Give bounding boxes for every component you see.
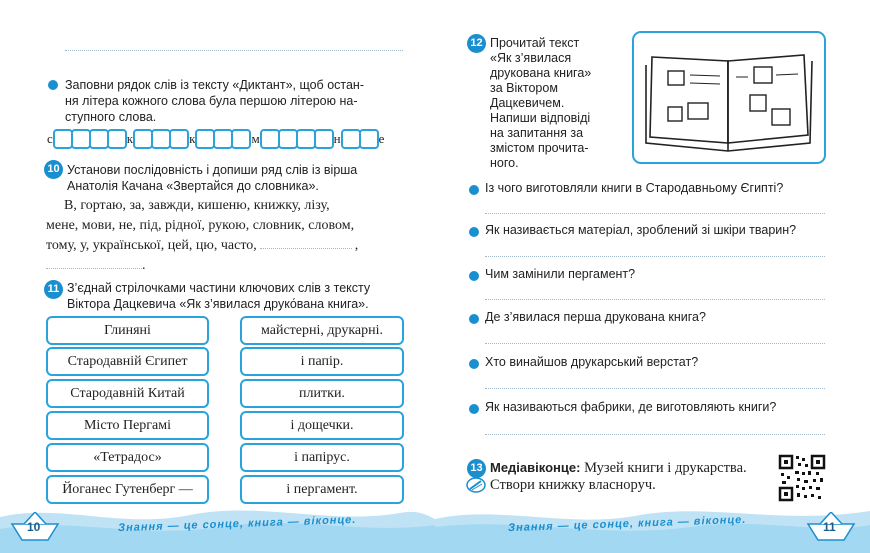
match-right-item[interactable]: і пергамент. <box>240 475 404 504</box>
chain-letter: е <box>378 131 385 146</box>
question-bullet <box>469 185 479 195</box>
task-number: 11 <box>44 280 63 299</box>
letter-box[interactable] <box>89 129 109 149</box>
question-bullet <box>469 314 479 324</box>
chain-letter: н <box>333 131 341 146</box>
question-bullet <box>469 359 479 369</box>
task11-text: З’єднай стрілочками частини ключових слів з тексту Віктора Дацкевича «Як з’явилася друко́вана книга». <box>67 281 371 311</box>
answer-line[interactable] <box>260 236 352 249</box>
chain-letter: с <box>47 131 53 146</box>
match-left-item[interactable]: Місто Пергамі <box>46 411 209 440</box>
answer-line[interactable] <box>485 256 825 257</box>
open-book-illustration <box>632 31 826 164</box>
answer-line[interactable] <box>485 343 825 344</box>
task-a-text: Заповни рядок слів із тексту «Диктант», щоб остан- ня літера кожного слова була першою літерою на- ступного слова. <box>65 78 364 124</box>
question-text: Де з’явилася перша друкована книга? <box>485 310 706 324</box>
match-right-item[interactable]: і папірус. <box>240 443 404 472</box>
answer-line[interactable] <box>46 256 142 269</box>
question-bullet <box>469 271 479 281</box>
match-right-item[interactable]: і папір. <box>240 347 404 376</box>
match-left-item[interactable]: Глиняні <box>46 316 209 345</box>
chain-letter: к <box>189 131 196 146</box>
match-left-item[interactable]: Йоганес Гутенберг — <box>46 475 209 504</box>
word-chain <box>46 129 385 149</box>
task-number: 12 <box>467 34 486 53</box>
task-number: 10 <box>44 160 63 179</box>
question-text: Із чого виготовляли книги в Стародавньому Єгипті? <box>485 181 784 195</box>
letter-box[interactable] <box>213 129 233 149</box>
match-right-item[interactable]: плитки. <box>240 379 404 408</box>
chain-letter: к <box>126 131 134 146</box>
letter-box[interactable] <box>341 129 361 149</box>
task-number: 13 <box>467 459 486 478</box>
task13-subtext: Створи книжку власноруч. <box>490 477 656 493</box>
task10-words: В, гортаю, за, завжди, кишеню, книжку, лізу, мене, мови, не, під, рідної, рукою, словник, словом, тому, у, української, цей, цю, часто, , . <box>46 198 359 273</box>
letter-box[interactable] <box>314 129 334 149</box>
page-number-right: 11 <box>823 520 836 534</box>
letter-box[interactable] <box>231 129 251 149</box>
question-bullet <box>469 404 479 414</box>
pencil-icon <box>466 477 486 493</box>
answer-line[interactable] <box>65 50 403 51</box>
task13-text: Медіавіконце: Музей книги і друкарства. <box>490 460 747 476</box>
answer-line[interactable] <box>485 213 825 214</box>
letter-box[interactable] <box>71 129 91 149</box>
letter-box[interactable] <box>133 129 153 149</box>
match-right-item[interactable]: і дощечки. <box>240 411 404 440</box>
answer-line[interactable] <box>485 388 825 389</box>
answer-line[interactable] <box>485 434 825 435</box>
letter-box[interactable] <box>260 129 280 149</box>
footer-motto-left: Знання — це сонце, книга — віконце. <box>117 513 357 535</box>
question-text: Хто винайшов друкарський верстат? <box>485 355 699 369</box>
chain-letter: м <box>251 131 260 146</box>
letter-box[interactable] <box>278 129 298 149</box>
task12-text: Прочитай текст «Як з’явилася друкована книга» за Віктором Дацкевичем. Напиши відповіді на запитання за змістом прочита- ного. <box>490 36 592 170</box>
question-text: Як називаються фабрики, де виготовляють книги? <box>485 400 777 414</box>
letter-box[interactable] <box>169 129 189 149</box>
letter-box[interactable] <box>359 129 379 149</box>
letter-box[interactable] <box>53 129 73 149</box>
match-left-item[interactable]: «Тетрадос» <box>46 443 209 472</box>
answer-line[interactable] <box>485 299 825 300</box>
letter-box[interactable] <box>151 129 171 149</box>
letter-box[interactable] <box>195 129 215 149</box>
task-bullet <box>48 80 58 90</box>
page-number-left: 10 <box>27 520 41 534</box>
footer-motto-right: Знання — це сонце, книга — віконце. <box>507 513 747 535</box>
question-text: Чим замінили пергамент? <box>485 267 636 281</box>
letter-box[interactable] <box>296 129 316 149</box>
question-bullet <box>469 227 479 237</box>
question-text: Як називається матеріал, зроблений зі шкіри тварин? <box>485 223 797 237</box>
task10-text: Установи послідовність і допиши ряд слів із вірша Анатолія Качана «Звертайся до словника». <box>67 163 358 193</box>
right-page <box>435 0 870 553</box>
match-left-item[interactable]: Стародавній Китай <box>46 379 209 408</box>
match-right-item[interactable]: майстерні, друкарні. <box>240 316 404 345</box>
match-left-item[interactable]: Стародавній Єгипет <box>46 347 209 376</box>
letter-box[interactable] <box>107 129 127 149</box>
